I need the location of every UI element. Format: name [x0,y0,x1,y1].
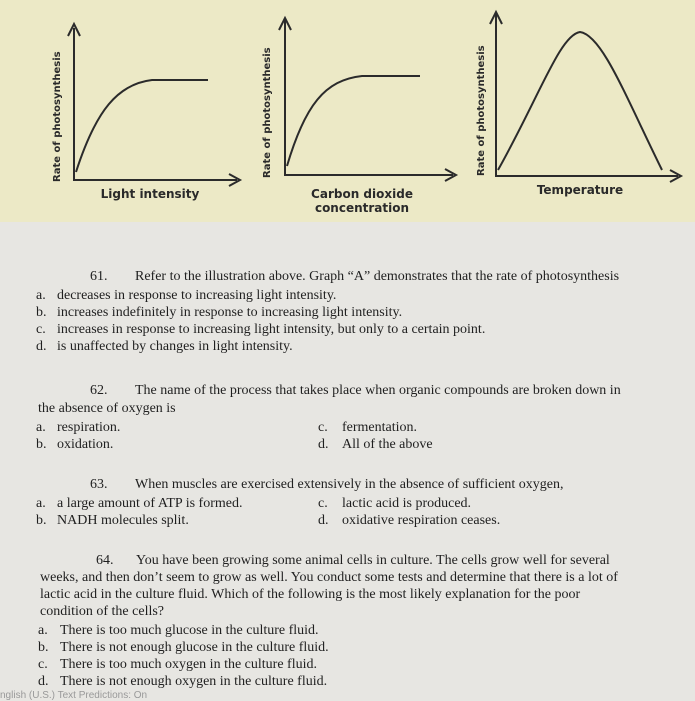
q62-option-b-letter: b. [36,437,47,452]
graph-b-axes [285,20,453,175]
q61-option-b-letter: b. [36,305,47,320]
graph-c-axes [496,14,678,176]
graph-c-xlabel: Temperature [536,183,624,197]
graph-b-xlabel [302,187,422,215]
q64-text-line3: lactic acid in the culture fluid. Which of the following is the most likely explanation for the poor [40,587,581,602]
q64-option-a: There is too much glucose in the culture fluid. [60,623,319,638]
graph-b-xlabel-line1: Carbon dioxide [311,187,413,201]
q64-option-a-letter: a. [38,623,48,638]
status-bar-text: nglish (U.S.) Text Predictions: On [0,690,148,701]
q62-option-d-letter: d. [318,437,329,452]
q61-option-a: decreases in response to increasing light intensity. [57,288,337,303]
q64-text-line4: condition of the cells? [40,604,165,619]
q63-option-c: lactic acid is produced. [342,496,472,511]
q63-option-b-letter: b. [36,513,47,528]
q64-number: 64. [96,553,114,568]
q64-option-b-letter: b. [38,640,49,655]
q61-option-c-letter: c. [36,322,46,337]
q62-option-a: respiration. [57,420,121,435]
q63-option-a-letter: a. [36,496,46,511]
q61-option-b: increases indefinitely in response to increasing light intensity. [57,305,403,320]
q62-text-line2: the absence of oxygen is [38,401,176,416]
q61-option-d-letter: d. [36,339,47,354]
q63-option-d: oxidative respiration ceases. [342,513,501,528]
q61-option-d: is unaffected by changes in light intensity. [57,339,293,354]
q63-option-b: NADH molecules split. [57,513,189,528]
q63-option-d-letter: d. [318,513,329,528]
graph-c-curve [498,32,662,170]
q64-option-d: There is not enough oxygen in the culture fluid. [60,674,328,689]
graph-a-curve [76,80,208,172]
q62-option-c-letter: c. [318,420,328,435]
q61-text: Refer to the illustration above. Graph “A” demonstrates that the rate of photosynthesis [135,269,620,284]
q64-text-line1: You have been growing some animal cells in culture. The cells grow well for several [136,553,610,568]
q63-text: When muscles are exercised extensively in the absence of sufficient oxygen, [135,477,564,492]
graph-c-ylabel: Rate of photosynthesis [476,45,487,176]
q62-option-b: oxidation. [57,437,114,452]
q64-text-line2: weeks, and then don’t seem to grow as well. You conduct some tests and determine that there is a lot of [40,570,618,585]
q64-option-c: There is too much oxygen in the culture fluid. [60,657,317,672]
q64-option-d-letter: d. [38,674,49,689]
q61-option-a-letter: a. [36,288,46,303]
graph-b-xlabel-line2: concentration [314,201,410,215]
q64-option-b: There is not enough glucose in the culture fluid. [60,640,329,655]
photosynthesis-graphs [0,0,695,222]
q63-option-c-letter: c. [318,496,328,511]
graph-b-ylabel: Rate of photosynthesis [262,47,273,178]
q61-number: 61. [90,269,108,284]
q63-option-a: a large amount of ATP is formed. [57,496,243,511]
graph-b-curve [287,76,420,166]
q61-option-c: increases in response to increasing light intensity, but only to a certain point. [57,322,486,337]
q63-number: 63. [90,477,108,492]
q62-option-a-letter: a. [36,420,46,435]
q62-option-d: All of the above [342,437,433,452]
q64-option-c-letter: c. [38,657,48,672]
q62-text-line1: The name of the process that takes place when organic compounds are broken down in [135,383,621,398]
q62-number: 62. [90,383,108,398]
q62-option-c: fermentation. [342,420,418,435]
graph-a-xlabel: Light intensity [100,187,200,201]
graph-a-axes [74,28,237,180]
graph-a-ylabel: Rate of photosynthesis [52,51,63,182]
